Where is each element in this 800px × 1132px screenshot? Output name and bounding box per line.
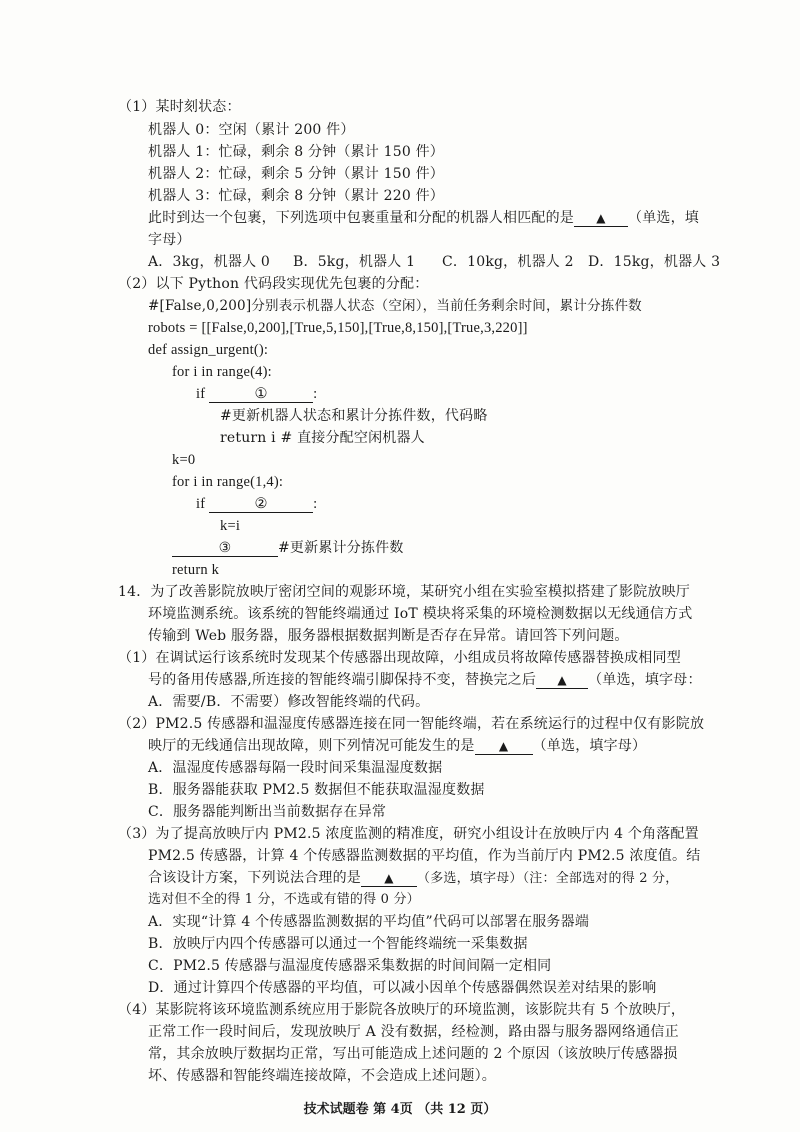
- question-text: （单选，填字母）: [532, 738, 647, 754]
- q14-part4-line2: 正常工作一段时间后，发现放映厅 A 没有数据，经检测，路由器与服务器网络通信正: [148, 1024, 679, 1040]
- q14-part3-option-b: B．放映厅内四个传感器可以通过一个智能终端统一采集数据: [148, 936, 528, 952]
- code-update2-comment: #更新累计分拣件数: [278, 540, 404, 556]
- q14-part3-scoring: 选对但不全的得 1 分，不选或有错的得 0 分）: [148, 892, 420, 907]
- code-if1: if ① :: [196, 386, 318, 402]
- question-text: （多选，填字母）（注：全部选对的得 2 分，: [417, 871, 679, 886]
- robot-0-status: 机器人 0：空闲（累计 200 件）: [148, 122, 355, 138]
- q13-part1-question-cont: 字母）: [148, 232, 191, 248]
- code-for1: for i in range(4):: [172, 364, 272, 380]
- answer-blank[interactable]: [536, 672, 588, 689]
- code-return-k: return k: [172, 562, 220, 578]
- question-text: 映厅的无线通信出现故障，则下列情况可能发生的是: [148, 738, 475, 754]
- robot-1-status: 机器人 1：忙碌，剩余 8 分钟（累计 150 件）: [148, 144, 444, 160]
- answer-blank[interactable]: [475, 738, 533, 755]
- blank-mark: ▲: [498, 739, 509, 753]
- q14-part1-line2: [148, 670, 702, 690]
- q14-part4-line4: 坏、传感器和智能终端连接故障，不会造成上述问题）。: [148, 1068, 496, 1084]
- question-text: 此时到达一个包裹，下列选项中包裹重量和分配的机器人相匹配的是: [148, 210, 574, 226]
- option-d: D．15kg，机器人 3: [588, 254, 721, 270]
- blank-label-1: ①: [254, 386, 268, 402]
- q13-part1-question: [148, 208, 699, 228]
- code-robots: robots = [[False,0,200],[True,5,150],[True,8,150],[True,3,220]]: [148, 320, 528, 336]
- q14-part3-line2: PM2.5 传感器，计算 4 个传感器监测数据的平均值，作为当前厅内 PM2.5 浓度值。结: [148, 848, 701, 864]
- answer-blank[interactable]: [574, 210, 628, 227]
- question-text: 号的备用传感器,所连接的智能终端引脚保持不变，替换完之后: [148, 672, 537, 688]
- question-text: 合该设计方案，下列说法合理的是: [148, 870, 361, 886]
- code-if-keyword: if: [196, 386, 206, 402]
- q14-part1-line1: （1）在调试运行该系统时发现某个传感器出现故障，小组成员将故障传感器替换成相同型: [118, 650, 681, 666]
- robot-2-status: 机器人 2：忙碌，剩余 5 分钟（累计 150 件）: [148, 166, 444, 182]
- q14-intro-line1: 14．为了改善影院放映厅密闭空间的观影环境，某研究小组在实验室模拟搭建了影院放映厅: [118, 584, 691, 600]
- code-line-blank3: [172, 538, 404, 558]
- answer-blank[interactable]: [361, 870, 417, 887]
- q14-part3-line1: （3）为了提高放映厅内 PM2.5 浓度监测的精准度，研究小组设计在放映厅内 4 个角落配置: [118, 826, 699, 842]
- page-footer: 技术试题卷 第 4页 （共 12 页）: [303, 1102, 497, 1117]
- blank-mark: ▲: [384, 871, 394, 885]
- q14-part2-line1: （2）PM2.5 传感器和温湿度传感器连接在同一智能终端，若在系统运行的过程中仅有影院放: [118, 716, 705, 732]
- robot-3-status: 机器人 3：忙碌，剩余 8 分钟（累计 220 件）: [148, 188, 444, 204]
- q14-intro-line3: 传输到 Web 服务器，服务器根据数据判断是否存在异常。请回答下列问题。: [148, 628, 629, 644]
- blank-label-2: ②: [254, 496, 268, 512]
- q14-part3-option-c: C．PM2.5 传感器与温湿度传感器采集数据的时间间隔一定相同: [148, 958, 552, 974]
- option-a: A．3kg，机器人 0: [148, 254, 271, 270]
- code-blank-2[interactable]: [209, 496, 313, 513]
- blank-mark: ▲: [596, 211, 606, 225]
- code-for2: for i in range(1,4):: [172, 474, 284, 490]
- code-def: def assign_urgent():: [148, 342, 269, 358]
- blank-label-3: ③: [218, 540, 232, 556]
- q14-part2-option-a: A．温湿度传感器每隔一段时间采集温湿度数据: [148, 760, 443, 776]
- question-text: （单选，填字母：: [588, 672, 702, 688]
- q13-part1-title: （1）某时刻状态：: [118, 99, 241, 115]
- q14-part4-line1: （4）某影院将该环境监测系统应用于影院各放映厅的环境监测，该影院共有 5 个放映厅，: [118, 1002, 686, 1018]
- q14-part4-line3: 常，其余放映厅数据均正常，写出可能造成上述问题的 2 个原因（该放映厅传感器损: [148, 1046, 678, 1062]
- blank-mark: ▲: [557, 673, 567, 687]
- code-if-keyword: if: [196, 496, 206, 512]
- code-return-i: return i # 直接分配空闲机器人: [220, 430, 425, 446]
- q14-part1-line3: A．需要/B．不需要）修改智能终端的代码。: [148, 694, 430, 710]
- code-comment: #[False,0,200]分别表示机器人状态（空闲），当前任务剩余时间，累计分拣件数: [148, 298, 642, 314]
- q14-part2-line2: [148, 736, 646, 756]
- q14-intro-line2: 环境监测系统。该系统的智能终端通过 IoT 模块将采集的环境检测数据以无线通信方式: [148, 606, 693, 622]
- q13-part2-title: （2）以下 Python 代码段实现优先包裹的分配：: [118, 276, 429, 292]
- code-k-i: k=i: [220, 518, 241, 534]
- code-blank-1[interactable]: [209, 386, 313, 403]
- q14-part3-line3: [148, 868, 678, 889]
- option-b: B．5kg，机器人 1: [293, 254, 416, 270]
- option-c: C．10kg，机器人 2: [442, 254, 574, 270]
- code-update-comment: #更新机器人状态和累计分拣件数，代码略: [220, 408, 488, 424]
- q14-part2-option-c: C．服务器能判断出当前数据存在异常: [148, 804, 387, 820]
- question-text: （单选，填: [628, 210, 699, 226]
- code-blank-3[interactable]: [172, 540, 278, 557]
- q14-part3-option-d: D．通过计算四个传感器的平均值，可以减小因单个传感器偶然误差对结果的影响: [148, 980, 657, 996]
- q14-part2-option-b: B．服务器能获取 PM2.5 数据但不能获取温湿度数据: [148, 782, 485, 798]
- code-k0: k=0: [172, 452, 196, 468]
- code-if2: if ② :: [196, 496, 318, 512]
- q14-part3-option-a: A．实现“计算 4 个传感器监测数据的平均值”代码可以部署在服务器端: [148, 914, 590, 930]
